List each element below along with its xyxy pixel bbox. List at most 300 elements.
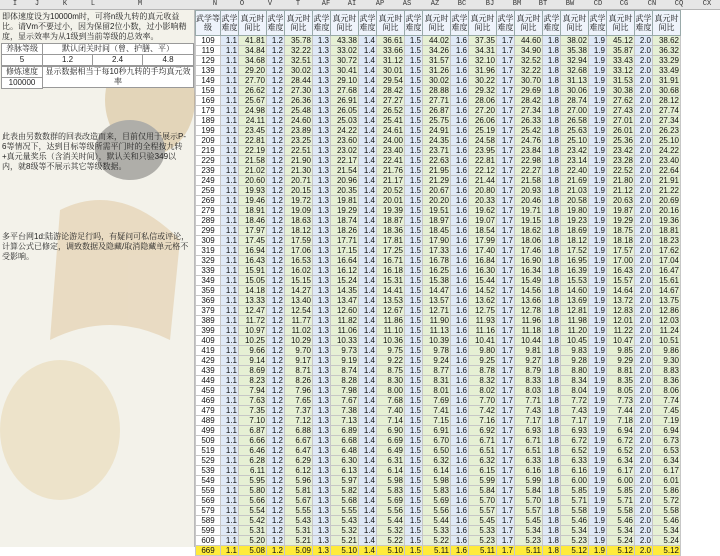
- difficulty-cell[interactable]: 1.1: [221, 396, 239, 406]
- difficulty-cell[interactable]: 1.1: [221, 146, 239, 156]
- difficulty-cell[interactable]: 1.4: [359, 276, 377, 286]
- ratio-cell[interactable]: 19.62: [469, 206, 497, 216]
- ratio-cell[interactable]: 22.81: [239, 136, 267, 146]
- ratio-cell[interactable]: 5.43: [285, 516, 313, 526]
- difficulty-cell[interactable]: 1.1: [221, 366, 239, 376]
- column-letter[interactable]: AF: [321, 0, 331, 8]
- difficulty-cell[interactable]: 1.7: [497, 46, 515, 56]
- level-cell[interactable]: 479: [196, 406, 221, 416]
- difficulty-cell[interactable]: 1.1: [221, 36, 239, 46]
- level-cell[interactable]: 159: [196, 86, 221, 96]
- ratio-cell[interactable]: 5.99: [515, 476, 543, 486]
- difficulty-cell[interactable]: 1.7: [497, 246, 515, 256]
- ratio-cell[interactable]: 31.26: [423, 66, 451, 76]
- difficulty-cell[interactable]: 1.9: [589, 106, 607, 116]
- ratio-cell[interactable]: 32.51: [285, 56, 313, 66]
- difficulty-cell[interactable]: 1.6: [451, 456, 469, 466]
- ratio-cell[interactable]: 8.71: [285, 366, 313, 376]
- difficulty-cell[interactable]: 1.1: [221, 486, 239, 496]
- ratio-cell[interactable]: 11.93: [469, 316, 497, 326]
- difficulty-cell[interactable]: 1.6: [451, 526, 469, 536]
- difficulty-cell[interactable]: 1.4: [359, 246, 377, 256]
- difficulty-cell[interactable]: 1.5: [405, 416, 423, 426]
- ratio-cell[interactable]: 16.47: [653, 266, 681, 276]
- ratio-cell[interactable]: 14.35: [331, 286, 359, 296]
- difficulty-cell[interactable]: 1.6: [451, 426, 469, 436]
- difficulty-cell[interactable]: 1.6: [451, 376, 469, 386]
- ratio-cell[interactable]: 12.54: [285, 306, 313, 316]
- ratio-cell[interactable]: 34.68: [239, 56, 267, 66]
- difficulty-cell[interactable]: 1.7: [497, 76, 515, 86]
- difficulty-cell[interactable]: 1.4: [359, 336, 377, 346]
- ratio-cell[interactable]: 5.23: [469, 536, 497, 546]
- difficulty-cell[interactable]: 1.7: [497, 546, 515, 556]
- difficulty-cell[interactable]: 1.5: [405, 116, 423, 126]
- difficulty-cell[interactable]: 1.2: [267, 216, 285, 226]
- ratio-cell[interactable]: 19.81: [331, 196, 359, 206]
- ratio-cell[interactable]: 10.29: [285, 336, 313, 346]
- ratio-cell[interactable]: 5.45: [515, 516, 543, 526]
- ratio-cell[interactable]: 6.68: [331, 436, 359, 446]
- ratio-cell[interactable]: 17.46: [515, 246, 543, 256]
- ratio-cell[interactable]: 13.33: [239, 296, 267, 306]
- difficulty-cell[interactable]: 1.8: [543, 246, 561, 256]
- difficulty-cell[interactable]: 1.2: [267, 146, 285, 156]
- ratio-cell[interactable]: 18.62: [515, 226, 543, 236]
- difficulty-cell[interactable]: 1.7: [497, 516, 515, 526]
- ratio-cell[interactable]: 12.60: [331, 306, 359, 316]
- difficulty-cell[interactable]: 1.3: [313, 356, 331, 366]
- difficulty-cell[interactable]: 1.8: [543, 366, 561, 376]
- difficulty-cell[interactable]: 1.7: [497, 306, 515, 316]
- ratio-cell[interactable]: 11.13: [423, 326, 451, 336]
- difficulty-cell[interactable]: 1.2: [267, 496, 285, 506]
- difficulty-cell[interactable]: 1.7: [497, 356, 515, 366]
- difficulty-cell[interactable]: 1.3: [313, 216, 331, 226]
- ratio-cell[interactable]: 5.09: [285, 546, 313, 556]
- ratio-cell[interactable]: 6.91: [423, 426, 451, 436]
- ratio-cell[interactable]: 27.62: [607, 96, 635, 106]
- ratio-cell[interactable]: 17.06: [285, 246, 313, 256]
- ratio-cell[interactable]: 17.90: [423, 236, 451, 246]
- ratio-cell[interactable]: 5.55: [285, 506, 313, 516]
- ratio-cell[interactable]: 16.84: [469, 256, 497, 266]
- ratio-cell[interactable]: 23.45: [239, 126, 267, 136]
- ratio-cell[interactable]: 21.58: [239, 156, 267, 166]
- ratio-cell[interactable]: 8.03: [515, 386, 543, 396]
- ratio-cell[interactable]: 5.70: [469, 496, 497, 506]
- difficulty-cell[interactable]: 1.7: [497, 36, 515, 46]
- column-letter[interactable]: O: [239, 0, 245, 8]
- ratio-cell[interactable]: 28.74: [561, 96, 589, 106]
- difficulty-cell[interactable]: 1.1: [221, 196, 239, 206]
- difficulty-cell[interactable]: 1.2: [267, 116, 285, 126]
- ratio-cell[interactable]: 24.35: [423, 136, 451, 146]
- difficulty-cell[interactable]: 1.5: [405, 296, 423, 306]
- ratio-cell[interactable]: 21.80: [607, 176, 635, 186]
- difficulty-cell[interactable]: 1.4: [359, 546, 377, 556]
- ratio-cell[interactable]: 34.31: [469, 46, 497, 56]
- difficulty-cell[interactable]: 2.0: [635, 86, 653, 96]
- difficulty-cell[interactable]: 1.9: [589, 436, 607, 446]
- difficulty-cell[interactable]: 1.9: [589, 406, 607, 416]
- ratio-cell[interactable]: 20.69: [653, 196, 681, 206]
- difficulty-cell[interactable]: 1.4: [359, 226, 377, 236]
- difficulty-cell[interactable]: 1.6: [451, 36, 469, 46]
- difficulty-cell[interactable]: 1.7: [497, 206, 515, 216]
- difficulty-cell[interactable]: 1.6: [451, 356, 469, 366]
- difficulty-cell[interactable]: 1.4: [359, 106, 377, 116]
- difficulty-cell[interactable]: 1.4: [359, 256, 377, 266]
- ratio-cell[interactable]: 14.27: [285, 286, 313, 296]
- difficulty-cell[interactable]: 1.3: [313, 206, 331, 216]
- difficulty-cell[interactable]: 1.1: [221, 516, 239, 526]
- ratio-cell[interactable]: 19.07: [469, 216, 497, 226]
- difficulty-cell[interactable]: 1.9: [589, 196, 607, 206]
- difficulty-cell[interactable]: 1.6: [451, 416, 469, 426]
- difficulty-cell[interactable]: 1.5: [405, 66, 423, 76]
- difficulty-cell[interactable]: 1.6: [451, 346, 469, 356]
- difficulty-cell[interactable]: 1.4: [359, 156, 377, 166]
- difficulty-cell[interactable]: 1.6: [451, 496, 469, 506]
- difficulty-cell[interactable]: 1.6: [451, 126, 469, 136]
- ratio-cell[interactable]: 5.12: [561, 546, 589, 556]
- ratio-cell[interactable]: 27.30: [285, 86, 313, 96]
- ratio-cell[interactable]: 5.11: [515, 546, 543, 556]
- ratio-cell[interactable]: 17.25: [377, 246, 405, 256]
- difficulty-cell[interactable]: 1.1: [221, 76, 239, 86]
- ratio-cell[interactable]: 15.31: [377, 276, 405, 286]
- difficulty-cell[interactable]: 2.0: [635, 516, 653, 526]
- difficulty-cell[interactable]: 1.7: [497, 476, 515, 486]
- difficulty-cell[interactable]: 1.3: [313, 296, 331, 306]
- level-cell[interactable]: 129: [196, 56, 221, 66]
- ratio-cell[interactable]: 6.53: [653, 446, 681, 456]
- difficulty-cell[interactable]: 1.1: [221, 316, 239, 326]
- ratio-cell[interactable]: 16.78: [423, 256, 451, 266]
- ratio-cell[interactable]: 9.24: [423, 356, 451, 366]
- ratio-cell[interactable]: 5.67: [285, 496, 313, 506]
- ratio-cell[interactable]: 10.36: [377, 336, 405, 346]
- ratio-cell[interactable]: 26.01: [607, 126, 635, 136]
- ratio-cell[interactable]: 6.48: [331, 446, 359, 456]
- difficulty-cell[interactable]: 1.5: [405, 496, 423, 506]
- difficulty-cell[interactable]: 2.0: [635, 376, 653, 386]
- difficulty-cell[interactable]: 1.4: [359, 496, 377, 506]
- speed-value[interactable]: 100000: [1, 77, 43, 89]
- ratio-cell[interactable]: 24.91: [423, 126, 451, 136]
- ratio-cell[interactable]: 6.72: [561, 436, 589, 446]
- level-cell[interactable]: 669: [196, 546, 221, 556]
- ratio-cell[interactable]: 18.12: [285, 226, 313, 236]
- difficulty-cell[interactable]: 1.6: [451, 546, 469, 556]
- difficulty-cell[interactable]: 1.9: [589, 86, 607, 96]
- difficulty-cell[interactable]: 1.5: [405, 396, 423, 406]
- level-cell[interactable]: 279: [196, 206, 221, 216]
- difficulty-cell[interactable]: 1.1: [221, 376, 239, 386]
- ratio-cell[interactable]: 17.71: [331, 236, 359, 246]
- difficulty-cell[interactable]: 1.2: [267, 126, 285, 136]
- ratio-cell[interactable]: 16.12: [331, 266, 359, 276]
- ratio-cell[interactable]: 8.75: [377, 366, 405, 376]
- ratio-cell[interactable]: 13.62: [469, 296, 497, 306]
- difficulty-cell[interactable]: 1.8: [543, 166, 561, 176]
- difficulty-cell[interactable]: 2.0: [635, 116, 653, 126]
- ratio-cell[interactable]: 13.57: [423, 296, 451, 306]
- ratio-cell[interactable]: 20.71: [285, 176, 313, 186]
- difficulty-cell[interactable]: 1.1: [221, 56, 239, 66]
- ratio-cell[interactable]: 7.38: [331, 406, 359, 416]
- difficulty-cell[interactable]: 1.7: [497, 536, 515, 546]
- ratio-cell[interactable]: 32.52: [515, 56, 543, 66]
- difficulty-cell[interactable]: 1.3: [313, 266, 331, 276]
- ratio-cell[interactable]: 10.45: [561, 336, 589, 346]
- difficulty-cell[interactable]: 1.2: [267, 546, 285, 556]
- difficulty-cell[interactable]: 1.2: [267, 136, 285, 146]
- difficulty-cell[interactable]: 1.9: [589, 76, 607, 86]
- difficulty-cell[interactable]: 1.6: [451, 46, 469, 56]
- ratio-cell[interactable]: 7.44: [607, 406, 635, 416]
- ratio-cell[interactable]: 5.80: [239, 486, 267, 496]
- level-cell[interactable]: 239: [196, 166, 221, 176]
- ratio-cell[interactable]: 6.94: [653, 426, 681, 436]
- difficulty-cell[interactable]: 2.0: [635, 436, 653, 446]
- difficulty-cell[interactable]: 1.1: [221, 226, 239, 236]
- column-letter[interactable]: N: [212, 0, 218, 8]
- ratio-cell[interactable]: 6.17: [653, 466, 681, 476]
- difficulty-cell[interactable]: 1.6: [451, 436, 469, 446]
- difficulty-cell[interactable]: 1.5: [405, 286, 423, 296]
- difficulty-cell[interactable]: 1.9: [589, 366, 607, 376]
- difficulty-cell[interactable]: 1.4: [359, 216, 377, 226]
- difficulty-cell[interactable]: 1.7: [497, 106, 515, 116]
- difficulty-cell[interactable]: 2.0: [635, 476, 653, 486]
- difficulty-cell[interactable]: 2.0: [635, 66, 653, 76]
- difficulty-cell[interactable]: 1.2: [267, 386, 285, 396]
- difficulty-cell[interactable]: 1.7: [497, 416, 515, 426]
- difficulty-cell[interactable]: 1.9: [589, 426, 607, 436]
- ratio-cell[interactable]: 28.42: [377, 86, 405, 96]
- difficulty-cell[interactable]: 1.3: [313, 396, 331, 406]
- level-cell[interactable]: 599: [196, 526, 221, 536]
- column-letter[interactable]: BM: [512, 0, 522, 8]
- level-cell[interactable]: 169: [196, 96, 221, 106]
- ratio-cell[interactable]: 5.24: [607, 536, 635, 546]
- difficulty-cell[interactable]: 1.6: [451, 116, 469, 126]
- ratio-cell[interactable]: 6.13: [331, 466, 359, 476]
- ratio-cell[interactable]: 9.14: [239, 356, 267, 366]
- difficulty-cell[interactable]: 1.7: [497, 186, 515, 196]
- difficulty-cell[interactable]: 1.2: [267, 426, 285, 436]
- difficulty-cell[interactable]: 1.1: [221, 206, 239, 216]
- ratio-cell[interactable]: 41.81: [239, 36, 267, 46]
- ratio-cell[interactable]: 9.25: [469, 356, 497, 366]
- ratio-cell[interactable]: 38.02: [561, 36, 589, 46]
- ratio-cell[interactable]: 18.06: [515, 236, 543, 246]
- ratio-cell[interactable]: 19.23: [561, 216, 589, 226]
- ratio-cell[interactable]: 32.94: [561, 56, 589, 66]
- difficulty-cell[interactable]: 2.0: [635, 496, 653, 506]
- ratio-cell[interactable]: 8.05: [607, 386, 635, 396]
- ratio-cell[interactable]: 15.44: [469, 276, 497, 286]
- ratio-cell[interactable]: 6.92: [469, 426, 497, 436]
- difficulty-cell[interactable]: 1.4: [359, 66, 377, 76]
- ratio-cell[interactable]: 26.36: [285, 96, 313, 106]
- difficulty-cell[interactable]: 1.8: [543, 456, 561, 466]
- ratio-cell[interactable]: 12.81: [561, 306, 589, 316]
- difficulty-cell[interactable]: 1.2: [267, 476, 285, 486]
- ratio-cell[interactable]: 9.75: [377, 346, 405, 356]
- ratio-cell[interactable]: 9.22: [377, 356, 405, 366]
- ratio-cell[interactable]: 7.40: [377, 406, 405, 416]
- difficulty-cell[interactable]: 1.6: [451, 366, 469, 376]
- ratio-cell[interactable]: 5.24: [653, 536, 681, 546]
- difficulty-cell[interactable]: 1.8: [543, 516, 561, 526]
- ratio-cell[interactable]: 27.68: [331, 86, 359, 96]
- difficulty-cell[interactable]: 1.5: [405, 166, 423, 176]
- difficulty-cell[interactable]: 1.6: [451, 246, 469, 256]
- level-cell[interactable]: 549: [196, 476, 221, 486]
- ratio-cell[interactable]: 24.76: [515, 136, 543, 146]
- ratio-cell[interactable]: 12.01: [607, 316, 635, 326]
- ratio-cell[interactable]: 6.30: [331, 456, 359, 466]
- ratio-cell[interactable]: 5.82: [331, 486, 359, 496]
- ratio-cell[interactable]: 7.72: [561, 396, 589, 406]
- difficulty-cell[interactable]: 2.0: [635, 186, 653, 196]
- difficulty-cell[interactable]: 1.3: [313, 406, 331, 416]
- ratio-cell[interactable]: 5.44: [423, 516, 451, 526]
- level-cell[interactable]: 499: [196, 426, 221, 436]
- difficulty-cell[interactable]: 1.4: [359, 416, 377, 426]
- level-cell[interactable]: 229: [196, 156, 221, 166]
- ratio-cell[interactable]: 9.80: [469, 346, 497, 356]
- difficulty-cell[interactable]: 1.4: [359, 186, 377, 196]
- ratio-cell[interactable]: 6.29: [285, 456, 313, 466]
- difficulty-cell[interactable]: 1.8: [543, 146, 561, 156]
- difficulty-cell[interactable]: 1.7: [497, 196, 515, 206]
- ratio-cell[interactable]: 12.78: [515, 306, 543, 316]
- ratio-cell[interactable]: 7.17: [561, 416, 589, 426]
- column-letter[interactable]: T: [295, 0, 301, 8]
- level-cell[interactable]: 559: [196, 486, 221, 496]
- ratio-cell[interactable]: 22.17: [331, 156, 359, 166]
- difficulty-cell[interactable]: 1.3: [313, 366, 331, 376]
- ratio-cell[interactable]: 18.74: [331, 216, 359, 226]
- difficulty-cell[interactable]: 1.6: [451, 476, 469, 486]
- ratio-cell[interactable]: 8.81: [607, 366, 635, 376]
- ratio-cell[interactable]: 6.33: [561, 456, 589, 466]
- difficulty-cell[interactable]: 1.6: [451, 306, 469, 316]
- difficulty-cell[interactable]: 1.1: [221, 286, 239, 296]
- difficulty-cell[interactable]: 1.8: [543, 496, 561, 506]
- difficulty-cell[interactable]: 1.1: [221, 106, 239, 116]
- difficulty-cell[interactable]: 2.0: [635, 486, 653, 496]
- difficulty-cell[interactable]: 1.5: [405, 136, 423, 146]
- ratio-cell[interactable]: 17.81: [377, 236, 405, 246]
- difficulty-cell[interactable]: 1.5: [405, 266, 423, 276]
- difficulty-cell[interactable]: 1.4: [359, 196, 377, 206]
- difficulty-cell[interactable]: 1.9: [589, 176, 607, 186]
- difficulty-cell[interactable]: 1.6: [451, 536, 469, 546]
- ratio-cell[interactable]: 30.72: [331, 56, 359, 66]
- difficulty-cell[interactable]: 1.8: [543, 306, 561, 316]
- column-letter[interactable]: BW: [565, 0, 575, 8]
- ratio-cell[interactable]: 27.00: [561, 106, 589, 116]
- difficulty-cell[interactable]: 1.3: [313, 236, 331, 246]
- difficulty-cell[interactable]: 1.7: [497, 66, 515, 76]
- ratio-cell[interactable]: 21.54: [331, 166, 359, 176]
- ratio-cell[interactable]: 6.17: [607, 466, 635, 476]
- difficulty-cell[interactable]: 1.9: [589, 356, 607, 366]
- difficulty-cell[interactable]: 1.3: [313, 316, 331, 326]
- difficulty-cell[interactable]: 1.9: [589, 206, 607, 216]
- ratio-cell[interactable]: 6.47: [285, 446, 313, 456]
- ratio-cell[interactable]: 5.34: [515, 526, 543, 536]
- difficulty-cell[interactable]: 2.0: [635, 166, 653, 176]
- difficulty-cell[interactable]: 1.8: [543, 526, 561, 536]
- difficulty-cell[interactable]: 2.0: [635, 76, 653, 86]
- difficulty-cell[interactable]: 1.5: [405, 516, 423, 526]
- ratio-cell[interactable]: 22.27: [515, 166, 543, 176]
- ratio-cell[interactable]: 23.14: [561, 156, 589, 166]
- level-cell[interactable]: 189: [196, 116, 221, 126]
- ratio-cell[interactable]: 9.30: [653, 356, 681, 366]
- ratio-cell[interactable]: 21.90: [285, 156, 313, 166]
- difficulty-cell[interactable]: 1.9: [589, 96, 607, 106]
- ratio-cell[interactable]: 14.41: [377, 286, 405, 296]
- ratio-cell[interactable]: 7.16: [469, 416, 497, 426]
- ratio-cell[interactable]: 29.54: [377, 76, 405, 86]
- difficulty-cell[interactable]: 1.3: [313, 156, 331, 166]
- ratio-cell[interactable]: 5.22: [377, 536, 405, 546]
- difficulty-cell[interactable]: 1.5: [405, 226, 423, 236]
- ratio-cell[interactable]: 15.38: [423, 276, 451, 286]
- difficulty-cell[interactable]: 2.0: [635, 156, 653, 166]
- difficulty-cell[interactable]: 1.5: [405, 326, 423, 336]
- ratio-cell[interactable]: 29.10: [331, 76, 359, 86]
- difficulty-cell[interactable]: 1.9: [589, 326, 607, 336]
- ratio-cell[interactable]: 31.13: [561, 76, 589, 86]
- ratio-cell[interactable]: 23.25: [285, 136, 313, 146]
- ratio-cell[interactable]: 25.10: [653, 136, 681, 146]
- difficulty-cell[interactable]: 1.8: [543, 206, 561, 216]
- difficulty-cell[interactable]: 2.0: [635, 276, 653, 286]
- difficulty-cell[interactable]: 1.1: [221, 306, 239, 316]
- difficulty-cell[interactable]: 1.9: [589, 36, 607, 46]
- difficulty-cell[interactable]: 1.3: [313, 106, 331, 116]
- ratio-cell[interactable]: 20.15: [285, 186, 313, 196]
- ratio-cell[interactable]: 5.34: [653, 526, 681, 536]
- difficulty-cell[interactable]: 1.4: [359, 356, 377, 366]
- ratio-cell[interactable]: 19.93: [239, 186, 267, 196]
- ratio-cell[interactable]: 25.75: [423, 116, 451, 126]
- difficulty-cell[interactable]: 1.4: [359, 86, 377, 96]
- ratio-cell[interactable]: 5.58: [607, 506, 635, 516]
- level-cell[interactable]: 609: [196, 536, 221, 546]
- ratio-cell[interactable]: 14.67: [653, 286, 681, 296]
- ratio-cell[interactable]: 6.12: [285, 466, 313, 476]
- difficulty-cell[interactable]: 1.4: [359, 516, 377, 526]
- ratio-cell[interactable]: 26.33: [515, 116, 543, 126]
- difficulty-cell[interactable]: 2.0: [635, 316, 653, 326]
- level-cell[interactable]: 429: [196, 356, 221, 366]
- difficulty-cell[interactable]: 2.0: [635, 146, 653, 156]
- ratio-cell[interactable]: 12.47: [239, 306, 267, 316]
- difficulty-cell[interactable]: 1.7: [497, 456, 515, 466]
- ratio-cell[interactable]: 5.66: [239, 496, 267, 506]
- difficulty-cell[interactable]: 1.1: [221, 526, 239, 536]
- difficulty-cell[interactable]: 1.8: [543, 126, 561, 136]
